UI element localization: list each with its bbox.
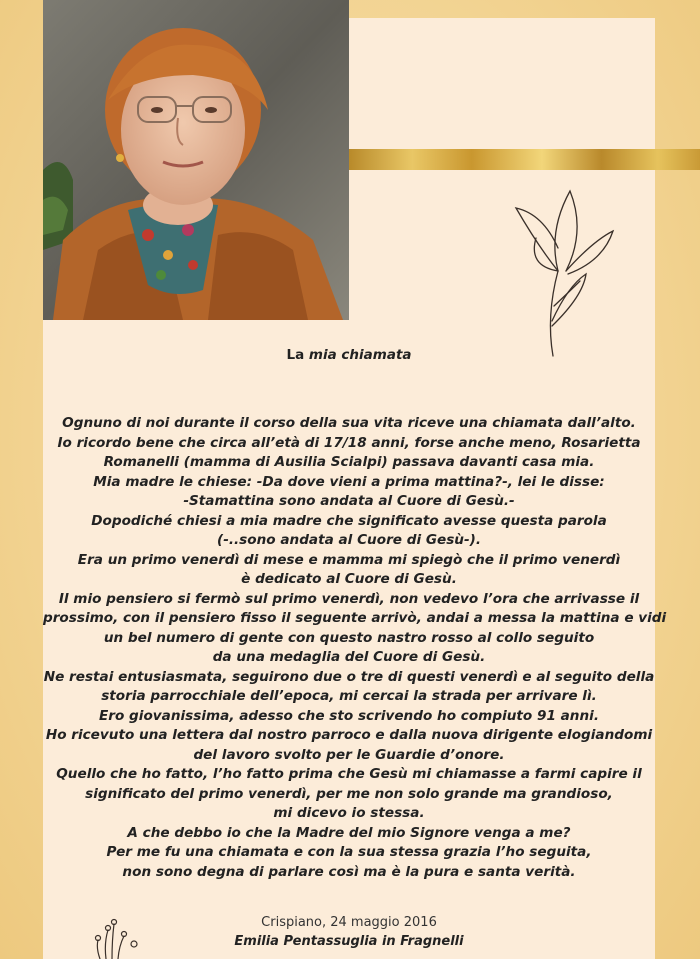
body-line: Mia madre le chiese: -Da dove vieni a prima mattina?-, lei le disse: — [93, 473, 605, 490]
body-line: del lavoro svolto per le Guardie d’onore. — [193, 746, 505, 763]
portrait-photo — [43, 0, 349, 320]
body-line: (-..sono andata al Cuore di Gesù-). — [216, 532, 482, 548]
body-line: mi dicevo io stessa. — [273, 805, 425, 821]
body-line: significato del primo venerdì, per me non solo grande ma grandioso, — [85, 785, 613, 802]
body-line: Il mio pensiero si fermò sul primo venerdì, non vedevo l’ora che arrivasse il — [58, 590, 640, 607]
body-line: Quello che ho fatto, l’ho fatto prima che Gesù mi chiamasse a farmi capire il — [56, 766, 642, 782]
letter-body — [43, 414, 667, 882]
body-line: da una medaglia del Cuore di Gesù. — [212, 649, 486, 665]
body-line: -Stamattina sono andata al Cuore di Gesù.- — [183, 493, 515, 509]
body-line: Ognuno di noi durante il corso della sua vita riceve una chiamata dall’alto. — [62, 415, 636, 431]
body-line: un bel numero di gente con questo nastro rosso al collo seguito — [103, 629, 595, 646]
body-line: è dedicato al Cuore di Gesù. — [241, 571, 457, 587]
signature: Emilia Pentassuglia in Fragnelli — [234, 934, 464, 949]
body-line: Ne restai entusiasmata, seguirono due o tre di questi venerdì e al seguito della — [43, 668, 655, 685]
body-line: Dopodiché chiesi a mia madre che significato avesse questa parola — [91, 512, 607, 529]
place-date: Crispiano, 24 maggio 2016 — [261, 915, 437, 930]
body-line: Ho ricevuto una lettera dal nostro parroco e dalla nuova dirigente elogiandomi — [45, 727, 653, 743]
body-line: storia parrocchiale dell’epoca, mi cercai la strada per arrivare lì. — [101, 688, 597, 704]
gold-ribbon — [349, 149, 700, 170]
flower-illustration — [508, 186, 618, 366]
body-line: Per me fu una chiamata e con la sua stessa grazia l’ho seguita, — [106, 844, 592, 860]
page-title — [43, 347, 655, 363]
title-plain: La — [286, 347, 309, 363]
body-line: Ero giovanissima, adesso che sto scrivendo ho compiuto 91 anni. — [99, 707, 599, 724]
body-line: A che debbo io che la Madre del mio Signore venga a me? — [127, 824, 571, 841]
body-line: non sono degna di parlare così ma è la pura e santa verità. — [122, 863, 576, 880]
sprig-decoration — [88, 918, 148, 959]
body-line: Era un primo venerdì di mese e mamma mi spiegò che il primo venerdì — [77, 551, 621, 568]
title-italic: mia chiamata — [308, 347, 412, 363]
body-line: Romanelli (mamma di Ausilia Scialpi) passava davanti casa mia. — [103, 454, 595, 470]
body-line: Io ricordo bene che circa all’età di 17/18 anni, forse anche meno, Rosarietta — [57, 434, 641, 451]
body-line: prossimo, con il pensiero fisso il seguente arrivò, andai a messa la mattina e vidi — [43, 610, 667, 626]
